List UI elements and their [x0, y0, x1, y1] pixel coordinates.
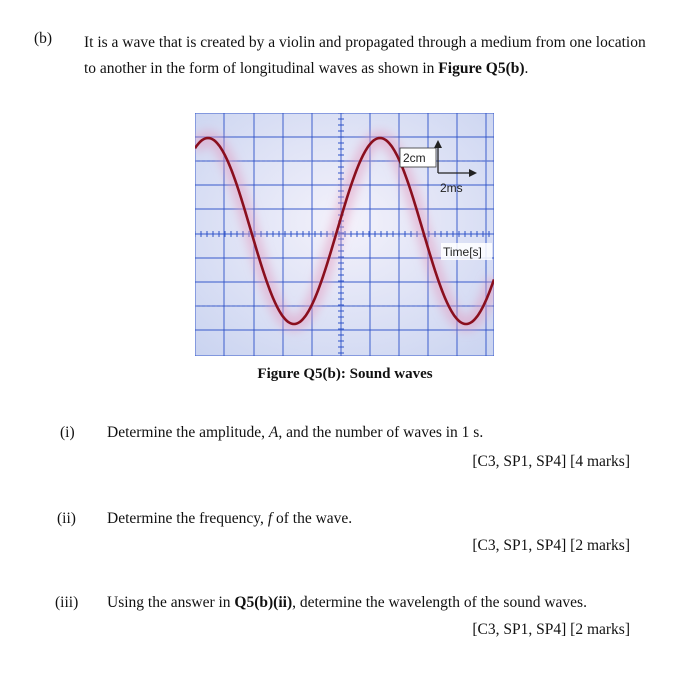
oscilloscope-screen	[195, 113, 494, 356]
part-b-text-pre: It is a wave that is created by a violin and propagated through a medium from one location to another in the form of longitudinal waves as shown in	[84, 34, 646, 77]
question-ii-marks: [C3, SP1, SP4] [2 marks]	[472, 537, 630, 554]
part-b-text-post: .	[524, 60, 529, 77]
question-ii-text	[107, 510, 352, 528]
time-axis-label: Time[s]	[443, 245, 482, 259]
time-scale-label: 2ms	[440, 181, 463, 195]
question-iii-text-post: , determine the wavelength of the sound waves.	[292, 594, 587, 611]
question-iii-text	[107, 594, 587, 612]
question-ii-label: (ii)	[57, 510, 76, 527]
oscilloscope-figure	[195, 113, 494, 356]
figure-reference: Figure Q5(b)	[438, 60, 525, 77]
question-iii-marks: [C3, SP1, SP4] [2 marks]	[472, 621, 630, 638]
question-iii-reference: Q5(b)(ii)	[234, 594, 293, 611]
part-b-text	[84, 30, 654, 82]
question-i-text	[107, 424, 483, 442]
question-i-label: (i)	[60, 424, 75, 441]
figure-caption: Figure Q5(b): Sound waves	[257, 366, 433, 382]
question-i-text-post: , and the number of waves in 1 s.	[278, 424, 484, 441]
question-ii-text-pre: Determine the frequency,	[107, 510, 268, 527]
question-i-text-pre: Determine the amplitude,	[107, 424, 269, 441]
question-i-marks: [C3, SP1, SP4] [4 marks]	[472, 453, 630, 470]
part-b-label: (b)	[34, 30, 53, 47]
frequency-variable: f	[267, 510, 273, 527]
amplitude-variable: A	[268, 424, 279, 441]
amplitude-scale-label: 2cm	[403, 151, 426, 165]
question-ii-text-post: of the wave.	[272, 510, 353, 527]
question-iii-text-pre: Using the answer in	[107, 594, 235, 611]
question-iii-label: (iii)	[55, 594, 79, 611]
